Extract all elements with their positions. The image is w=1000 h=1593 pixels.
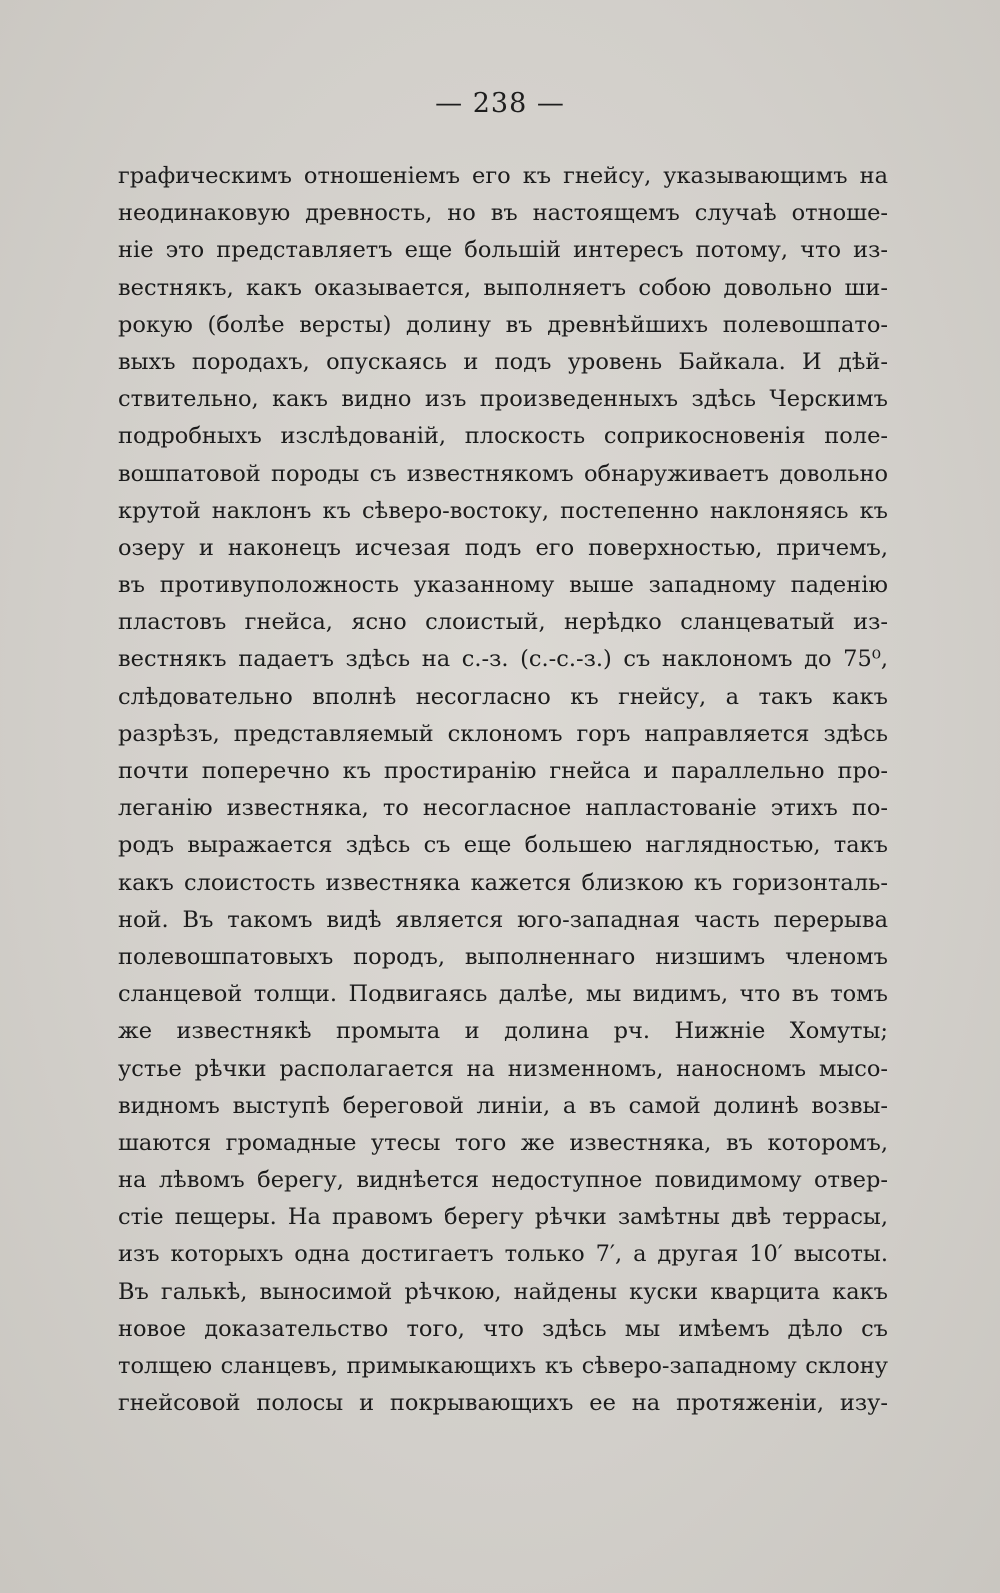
text-line: шаются громадные утесы того же известняка, въ которомъ, [118,1129,888,1156]
text-line: вестнякъ, какъ оказывается, выполняетъ собою довольно ши- [118,274,888,301]
text-line: Въ галькѣ, выносимой рѣчкою, найдены куски кварцита какъ [118,1278,888,1305]
text-line: гнейсовой полосы и покрывающихъ ее на протяженіи, изу- [118,1390,888,1417]
text-line: сланцевой толщи. Подвигаясь далѣе, мы видимъ, что въ томъ [118,981,888,1008]
text-line: рокую (болѣе версты) долину въ древнѣйшихъ полевошпато- [118,311,888,338]
text-line: неодинаковую древность, но въ настоящемъ случаѣ отноше- [118,200,888,227]
text-line: вестнякъ падаетъ здѣсь на с.-з. (с.-с.-з.) съ наклономъ до 75⁰, [118,646,888,673]
text-line: выхъ породахъ, опускаясь и подъ уровень Байкала. И дѣй- [118,348,888,375]
text-line: озеру и наконецъ исчезая подъ его поверхностью, причемъ, [118,534,888,561]
text-line: ніе это представляетъ еще большій интересъ потому, что из- [118,237,888,264]
text-line: какъ слоистость известняка кажется близкою къ горизонталь- [118,869,888,896]
body-text [118,158,888,1422]
text-line: крутой наклонъ къ сѣверо-востоку, постепенно наклоняясь къ [118,497,888,524]
text-line: полевошпатовыхъ породъ, выполненнаго низшимъ членомъ [118,943,888,970]
text-line: устье рѣчки располагается на низменномъ, наносномъ мысо- [118,1055,888,1082]
page-number: — 238 — [435,88,565,119]
text-line: ной. Въ такомъ видѣ является юго-западная часть перерыва [118,906,888,933]
text-line: вошпатовой породы съ известнякомъ обнаруживаетъ довольно [118,460,888,487]
text-line: слѣдовательно вполнѣ несогласно къ гнейсу, а такъ какъ [118,683,888,710]
text-line: почти поперечно къ простиранію гнейса и параллельно про- [118,758,888,784]
text-line: изъ которыхъ одна достигаетъ только 7′, а другая 10′ высоты. [118,1241,888,1268]
text-line: родъ выражается здѣсь съ еще большею наглядностью, такъ [118,832,888,859]
text-line: разрѣзъ, представляемый склономъ горъ направляется здѣсь [118,720,888,747]
text-line: же известнякѣ промыта и долина рч. Нижніе Хомуты; [118,1018,888,1045]
text-line: леганію известняка, то несогласное напластованіе этихъ по- [118,795,888,822]
text-line: графическимъ отношеніемъ его къ гнейсу, указывающимъ на [118,163,888,189]
text-line: подробныхъ изслѣдованій, плоскость соприкосновенія поле- [118,423,888,450]
text-line: ствительно, какъ видно изъ произведенныхъ здѣсь Черскимъ [118,386,888,413]
text-line: на лѣвомъ берегу, виднѣется недоступное повидимому отвер- [118,1167,888,1194]
text-line: въ противуположность указанному выше западному паденію [118,572,888,599]
text-line: стіе пещеры. На правомъ берегу рѣчки замѣтны двѣ террасы, [118,1204,888,1231]
text-line: видномъ выступѣ береговой линіи, а въ самой долинѣ возвы- [118,1092,888,1119]
text-line: пластовъ гнейса, ясно слоистый, нерѣдко сланцеватый из- [118,609,888,636]
text-line: новое доказательство того, что здѣсь мы имѣемъ дѣло съ [118,1315,888,1342]
text-line: толщею сланцевъ, примыкающихъ къ сѣверо-западному склону [118,1353,888,1379]
